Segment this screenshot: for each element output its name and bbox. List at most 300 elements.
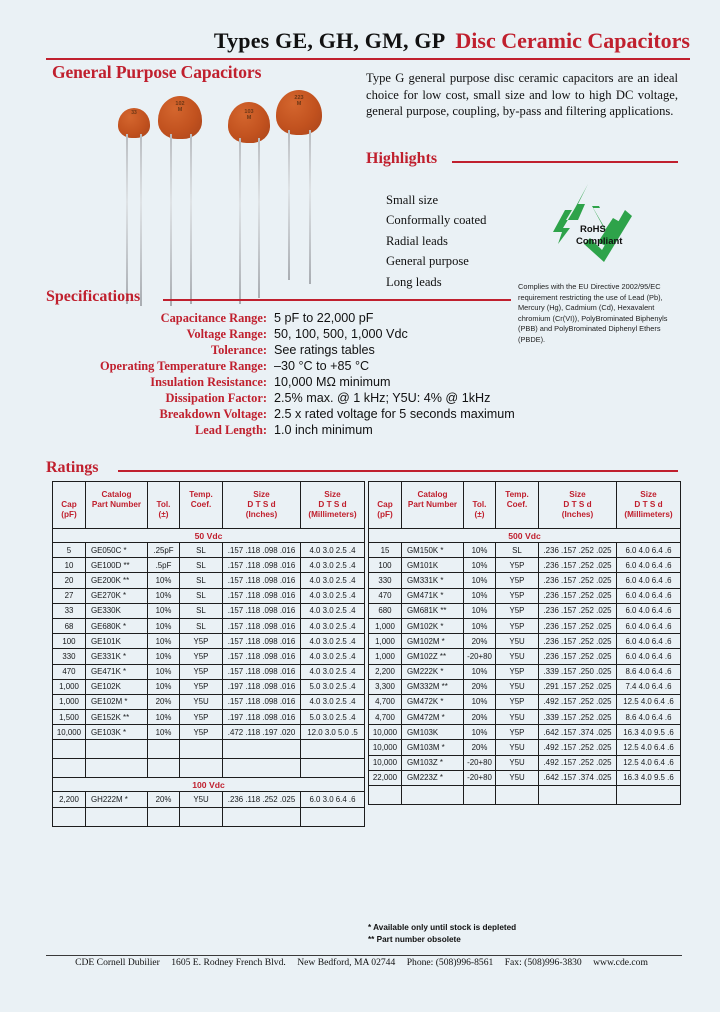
- table-spacer-row: [53, 740, 365, 759]
- cell-part-number: GM150K *: [402, 543, 464, 558]
- table-row: [369, 679, 681, 694]
- voltage-section-header: [369, 529, 681, 543]
- cell-size-mm: 4.0 3.0 2.5 .4: [301, 634, 365, 649]
- spec-value: 50, 100, 500, 1,000 Vdc: [274, 326, 408, 341]
- highlights-heading: Highlights: [366, 150, 438, 167]
- cell-part-number: GM103Z *: [402, 755, 464, 770]
- cell-cap: 330: [53, 649, 86, 664]
- footer-divider: [46, 955, 682, 956]
- cell-size-inches: .291 .157 .252 .025: [539, 679, 617, 694]
- table-row: [369, 770, 681, 785]
- cell-size-mm: 4.0 3.0 2.5 .4: [301, 664, 365, 679]
- cell-tolerance: .5pF: [148, 558, 180, 573]
- capacitor-lead: [258, 138, 260, 298]
- empty-cell: [148, 740, 180, 759]
- empty-cell: [53, 807, 86, 826]
- header-size-mm: Size D T S d (Millimeters): [301, 482, 365, 529]
- cell-temp-coef: Y5P: [496, 725, 539, 740]
- cell-temp-coef: SL: [180, 588, 223, 603]
- cell-size-inches: .492 .157 .252 .025: [539, 755, 617, 770]
- voltage-label: 100 Vdc: [53, 778, 365, 792]
- cell-cap: 10: [53, 558, 86, 573]
- cell-tolerance: 10%: [464, 603, 496, 618]
- table-row: [53, 649, 365, 664]
- cell-part-number: GE102K: [86, 679, 148, 694]
- cell-temp-coef: Y5U: [496, 770, 539, 785]
- cell-size-inches: .157 .118 .098 .016: [223, 664, 301, 679]
- cell-tolerance: 10%: [148, 603, 180, 618]
- cell-size-mm: 6.0 4.0 6.4 .6: [617, 558, 681, 573]
- spec-label: Breakdown Voltage:: [159, 406, 267, 421]
- empty-cell: [148, 759, 180, 778]
- table-row: [53, 543, 365, 558]
- footer-address: 1605 E. Rodney French Blvd.: [171, 957, 286, 968]
- capacitor-lead: [190, 134, 192, 304]
- cell-cap: 4,700: [369, 710, 402, 725]
- table-row: [369, 725, 681, 740]
- cell-temp-coef: Y5P: [496, 664, 539, 679]
- cell-part-number: GE270K *: [86, 588, 148, 603]
- cell-part-number: GE680K *: [86, 618, 148, 633]
- cell-size-mm: 6.0 4.0 6.4 .6: [617, 543, 681, 558]
- spec-row: [46, 422, 516, 438]
- spec-label: Lead Length:: [195, 422, 267, 437]
- voltage-label: 50 Vdc: [53, 529, 365, 543]
- table-row: [53, 558, 365, 573]
- table-header-row: [53, 482, 365, 529]
- cell-cap: 4,700: [369, 694, 402, 709]
- cell-temp-coef: Y5P: [496, 558, 539, 573]
- empty-cell: [223, 759, 301, 778]
- rohs-label-line2: Compliant: [576, 236, 623, 247]
- cell-cap: 68: [53, 618, 86, 633]
- cell-temp-coef: SL: [180, 603, 223, 618]
- cell-cap: 1,500: [53, 710, 86, 725]
- cell-tolerance: 10%: [148, 679, 180, 694]
- cell-temp-coef: SL: [496, 543, 539, 558]
- cell-tolerance: 10%: [148, 664, 180, 679]
- cell-temp-coef: Y5P: [180, 649, 223, 664]
- intro-paragraph: Type G general purpose disc ceramic capacitors are an ideal choice for low cost, small size and low to high DC voltage, general purpose, coupling, by-pass and filtering applications.: [366, 71, 678, 119]
- footnote: * Available only until stock is depleted: [368, 923, 517, 932]
- cell-temp-coef: SL: [180, 618, 223, 633]
- cell-size-mm: 8.6 4.0 6.4 .6: [617, 664, 681, 679]
- table-row: [53, 618, 365, 633]
- cell-temp-coef: Y5U: [496, 649, 539, 664]
- cell-size-inches: .339 .157 .252 .025: [539, 710, 617, 725]
- cell-tolerance: -20+80: [464, 649, 496, 664]
- cell-cap: 1,000: [369, 634, 402, 649]
- cell-part-number: GE330K: [86, 603, 148, 618]
- capacitor-lead: [170, 134, 172, 306]
- cell-cap: 100: [369, 558, 402, 573]
- highlights-list: [386, 190, 486, 292]
- page-footer: [46, 957, 686, 968]
- cell-tolerance: 10%: [148, 725, 180, 740]
- cell-temp-coef: Y5P: [496, 588, 539, 603]
- cell-temp-coef: Y5U: [496, 634, 539, 649]
- cell-size-inches: .236 .157 .252 .025: [539, 603, 617, 618]
- cell-size-mm: 5.0 3.0 2.5 .4: [301, 679, 365, 694]
- cell-size-inches: .492 .157 .252 .025: [539, 740, 617, 755]
- table-row: [53, 664, 365, 679]
- header-size-mm: Size D T S d (Millimeters): [617, 482, 681, 529]
- cell-tolerance: 10%: [148, 588, 180, 603]
- voltage-section-header: [53, 529, 365, 543]
- cell-size-mm: 16.3 4.0 9.5 .6: [617, 725, 681, 740]
- spec-label: Operating Temperature Range:: [99, 358, 267, 373]
- cell-size-mm: 6.0 4.0 6.4 .6: [617, 649, 681, 664]
- cell-size-inches: .236 .157 .252 .025: [539, 588, 617, 603]
- footer-company: CDE Cornell Dubilier: [75, 957, 160, 968]
- empty-cell: [301, 740, 365, 759]
- empty-cell: [148, 807, 180, 826]
- empty-cell: [369, 786, 402, 805]
- cell-part-number: GE100D **: [86, 558, 148, 573]
- list-item: Small size: [386, 193, 439, 207]
- cell-size-mm: 4.0 3.0 2.5 .4: [301, 588, 365, 603]
- cell-part-number: GM681K **: [402, 603, 464, 618]
- cell-tolerance: 20%: [464, 740, 496, 755]
- cell-cap: 33: [53, 603, 86, 618]
- cell-size-inches: .157 .118 .098 .016: [223, 573, 301, 588]
- cell-part-number: GE152K **: [86, 710, 148, 725]
- cell-size-inches: .236 .157 .252 .025: [539, 649, 617, 664]
- ratings-divider: [118, 470, 678, 472]
- cell-tolerance: 10%: [148, 649, 180, 664]
- cell-cap: 2,200: [53, 792, 86, 807]
- capacitor-lead: [309, 130, 311, 284]
- header-temp-coef: Temp. Coef.: [180, 482, 223, 529]
- spec-label: Dissipation Factor:: [165, 390, 267, 405]
- cell-temp-coef: Y5U: [180, 694, 223, 709]
- cell-size-inches: .197 .118 .098 .016: [223, 710, 301, 725]
- cell-tolerance: 20%: [464, 710, 496, 725]
- list-item: Radial leads: [386, 233, 448, 248]
- spec-row: [46, 390, 516, 406]
- product-photo: [118, 86, 323, 286]
- cell-tolerance: 10%: [464, 725, 496, 740]
- cell-temp-coef: Y5U: [496, 710, 539, 725]
- header-cap: Cap (pF): [369, 482, 402, 529]
- empty-cell: [180, 759, 223, 778]
- table-row: [369, 603, 681, 618]
- empty-cell: [53, 759, 86, 778]
- cell-tolerance: 10%: [464, 618, 496, 633]
- spec-row: [46, 358, 516, 374]
- table-spacer-row: [53, 807, 365, 826]
- capacitor-marking: 103 M: [244, 109, 254, 121]
- empty-cell: [301, 807, 365, 826]
- cell-tolerance: 10%: [464, 664, 496, 679]
- cell-size-mm: 12.5 4.0 6.4 .6: [617, 694, 681, 709]
- empty-cell: [86, 807, 148, 826]
- cell-tolerance: -20+80: [464, 755, 496, 770]
- cell-size-mm: 4.0 3.0 2.5 .4: [301, 649, 365, 664]
- voltage-section-header: [53, 778, 365, 792]
- cell-tolerance: 20%: [464, 679, 496, 694]
- cell-part-number: GM222K *: [402, 664, 464, 679]
- table-header-row: [369, 482, 681, 529]
- table-row: [369, 694, 681, 709]
- cell-part-number: GM331K *: [402, 573, 464, 588]
- cell-temp-coef: Y5P: [180, 725, 223, 740]
- rohs-compliance-text: Complies with the EU Directive 2002/95/EC requirement restricting the use of Lead (Pb), Mercury (Hg), Cadmium (Cd), Hexavalent chromium (Cr(VI)), PolyBrominated Biphenyls (PBB) and PolyBrominated Diphenyl Ethers (PBDE).: [518, 282, 668, 344]
- cell-part-number: GE471K *: [86, 664, 148, 679]
- cell-size-inches: .492 .157 .252 .025: [539, 694, 617, 709]
- cell-size-inches: .157 .118 .098 .016: [223, 588, 301, 603]
- cell-cap: 20: [53, 573, 86, 588]
- cell-cap: 10,000: [369, 755, 402, 770]
- cell-temp-coef: Y5P: [180, 664, 223, 679]
- cell-tolerance: 10%: [148, 573, 180, 588]
- cell-size-inches: .339 .157 .250 .025: [539, 664, 617, 679]
- footer-web: www.cde.com: [593, 957, 648, 968]
- empty-cell: [53, 740, 86, 759]
- cell-part-number: GM471K *: [402, 588, 464, 603]
- cell-cap: 100: [53, 634, 86, 649]
- capacitor-lead: [140, 134, 142, 306]
- cell-part-number: GH222M *: [86, 792, 148, 807]
- table-row: [53, 603, 365, 618]
- capacitor-marking: 33: [131, 110, 137, 116]
- cell-part-number: GE101K: [86, 634, 148, 649]
- cell-size-inches: .236 .118 .252 .025: [223, 792, 301, 807]
- cell-tolerance: 10%: [464, 558, 496, 573]
- cell-temp-coef: Y5P: [180, 679, 223, 694]
- table-row: [369, 649, 681, 664]
- capacitor-lead: [239, 138, 241, 304]
- cell-size-inches: .157 .118 .098 .016: [223, 603, 301, 618]
- table-row: [369, 755, 681, 770]
- cell-size-mm: 4.0 3.0 2.5 .4: [301, 573, 365, 588]
- cell-tolerance: 10%: [464, 588, 496, 603]
- cell-temp-coef: Y5U: [496, 740, 539, 755]
- cell-part-number: GM472M *: [402, 710, 464, 725]
- cell-temp-coef: Y5U: [496, 679, 539, 694]
- cell-size-inches: .472 .118 .197 .020: [223, 725, 301, 740]
- cell-tolerance: 10%: [148, 618, 180, 633]
- cell-size-mm: 7.4 4.0 6.4 .6: [617, 679, 681, 694]
- empty-cell: [180, 807, 223, 826]
- specifications-divider: [163, 299, 511, 301]
- cell-cap: 2,200: [369, 664, 402, 679]
- header-size-inches: Size D T S d (Inches): [539, 482, 617, 529]
- cell-part-number: GE200K **: [86, 573, 148, 588]
- cell-part-number: GM102Z **: [402, 649, 464, 664]
- empty-cell: [464, 786, 496, 805]
- cell-size-inches: .157 .118 .098 .016: [223, 649, 301, 664]
- table-footnotes: [368, 922, 516, 945]
- cell-temp-coef: Y5U: [180, 792, 223, 807]
- cell-cap: 22,000: [369, 770, 402, 785]
- spec-row: [46, 342, 516, 358]
- cell-cap: 10,000: [369, 740, 402, 755]
- cell-cap: 10,000: [369, 725, 402, 740]
- spec-label: Tolerance:: [211, 342, 267, 357]
- table-row: [53, 573, 365, 588]
- empty-cell: [496, 786, 539, 805]
- cell-size-mm: 4.0 3.0 2.5 .4: [301, 543, 365, 558]
- cell-part-number: GE102M *: [86, 694, 148, 709]
- cell-size-inches: .236 .157 .252 .025: [539, 543, 617, 558]
- page-title-product: Disc Ceramic Capacitors: [455, 28, 690, 53]
- spec-row: [46, 406, 516, 422]
- cell-part-number: GE050C *: [86, 543, 148, 558]
- table-row: [369, 588, 681, 603]
- empty-cell: [301, 759, 365, 778]
- cell-cap: 330: [369, 573, 402, 588]
- cell-part-number: GM101K: [402, 558, 464, 573]
- specifications-heading: Specifications: [46, 288, 141, 305]
- spec-value: 2.5 x rated voltage for 5 seconds maximum: [274, 406, 515, 421]
- empty-cell: [86, 740, 148, 759]
- empty-cell: [180, 740, 223, 759]
- cell-temp-coef: Y5P: [180, 710, 223, 725]
- table-row: [369, 740, 681, 755]
- cell-cap: 3,300: [369, 679, 402, 694]
- cell-size-inches: .157 .118 .098 .016: [223, 618, 301, 633]
- cell-size-inches: .157 .118 .098 .016: [223, 694, 301, 709]
- table-row: [53, 710, 365, 725]
- cell-cap: 1,000: [53, 679, 86, 694]
- header-tolerance: Tol. (±): [464, 482, 496, 529]
- table-row: [53, 588, 365, 603]
- page-title-types: Types GE, GH, GM, GP: [213, 28, 446, 53]
- cell-size-mm: 4.0 3.0 2.5 .4: [301, 603, 365, 618]
- cell-temp-coef: Y5P: [180, 634, 223, 649]
- cell-size-mm: 4.0 3.0 2.5 .4: [301, 618, 365, 633]
- cell-tolerance: 20%: [464, 634, 496, 649]
- cell-cap: 680: [369, 603, 402, 618]
- table-row: [53, 634, 365, 649]
- empty-cell: [539, 786, 617, 805]
- cell-temp-coef: Y5P: [496, 573, 539, 588]
- spec-row: [46, 374, 516, 390]
- list-item: General purpose: [386, 254, 469, 269]
- cell-cap: 27: [53, 588, 86, 603]
- spec-value: 5 pF to 22,000 pF: [274, 310, 374, 325]
- cell-cap: 15: [369, 543, 402, 558]
- footer-phone: Phone: (508)996-8561: [406, 957, 494, 968]
- table-row: [369, 558, 681, 573]
- table-row: [369, 664, 681, 679]
- spec-label: Capacitance Range:: [160, 310, 267, 325]
- empty-cell: [86, 759, 148, 778]
- spec-label: Insulation Resistance:: [150, 374, 267, 389]
- cell-size-inches: .157 .118 .098 .016: [223, 634, 301, 649]
- cell-cap: 5: [53, 543, 86, 558]
- cell-size-mm: 8.6 4.0 6.4 .6: [617, 710, 681, 725]
- header-cap: Cap (pF): [53, 482, 86, 529]
- cell-size-mm: 12.5 4.0 6.4 .6: [617, 755, 681, 770]
- cell-part-number: GM103K: [402, 725, 464, 740]
- cell-size-inches: .236 .157 .252 .025: [539, 573, 617, 588]
- cell-size-mm: 6.0 4.0 6.4 .6: [617, 634, 681, 649]
- cell-tolerance: 20%: [148, 792, 180, 807]
- cell-temp-coef: SL: [180, 573, 223, 588]
- cell-cap: 1,000: [53, 694, 86, 709]
- empty-cell: [617, 786, 681, 805]
- cell-size-mm: 5.0 3.0 2.5 .4: [301, 710, 365, 725]
- cell-size-mm: 6.0 4.0 6.4 .6: [617, 573, 681, 588]
- capacitor-lead: [126, 134, 128, 304]
- voltage-label: 500 Vdc: [369, 529, 681, 543]
- cell-cap: 1,000: [369, 618, 402, 633]
- spec-value: 1.0 inch minimum: [274, 422, 373, 437]
- cell-size-mm: 4.0 3.0 2.5 .4: [301, 558, 365, 573]
- cell-size-inches: .197 .118 .098 .016: [223, 679, 301, 694]
- cell-cap: 1,000: [369, 649, 402, 664]
- cell-size-mm: 6.0 4.0 6.4 .6: [617, 588, 681, 603]
- rohs-logo: [548, 182, 634, 266]
- cell-cap: 10,000: [53, 725, 86, 740]
- cell-tolerance: -20+80: [464, 770, 496, 785]
- cell-temp-coef: Y5P: [496, 603, 539, 618]
- cell-tolerance: 10%: [148, 634, 180, 649]
- table-row: [369, 543, 681, 558]
- cell-tolerance: 10%: [464, 694, 496, 709]
- cell-part-number: GM102K *: [402, 618, 464, 633]
- empty-cell: [223, 807, 301, 826]
- cell-size-mm: 16.3 4.0 9.5 .6: [617, 770, 681, 785]
- header-size-inches: Size D T S d (Inches): [223, 482, 301, 529]
- capacitor-marking: 223 M: [294, 95, 304, 107]
- page-title: [30, 28, 690, 54]
- table-row: [369, 634, 681, 649]
- cell-temp-coef: SL: [180, 558, 223, 573]
- spec-value: 2.5% max. @ 1 kHz; Y5U: 4% @ 1kHz: [274, 390, 491, 405]
- cell-size-mm: 12.5 4.0 6.4 .6: [617, 740, 681, 755]
- table-row: [53, 694, 365, 709]
- cell-size-inches: .157 .118 .098 .016: [223, 558, 301, 573]
- table-row: [369, 618, 681, 633]
- table-row: [369, 573, 681, 588]
- cell-tolerance: 10%: [148, 710, 180, 725]
- footnote: ** Part number obsolete: [368, 934, 461, 944]
- header-catalog: Catalog Part Number: [86, 482, 148, 529]
- capacitor-marking: 102 M: [175, 101, 185, 113]
- cell-part-number: GM472K *: [402, 694, 464, 709]
- cell-temp-coef: Y5U: [496, 755, 539, 770]
- header-tolerance: Tol. (±): [148, 482, 180, 529]
- spec-row: [46, 326, 516, 342]
- title-divider: [46, 58, 690, 60]
- cell-size-mm: 6.0 4.0 6.4 .6: [617, 618, 681, 633]
- table-spacer-row: [369, 786, 681, 805]
- cell-tolerance: 10%: [464, 573, 496, 588]
- spec-value: 10,000 MΩ minimum: [274, 374, 391, 389]
- cell-temp-coef: Y5P: [496, 618, 539, 633]
- list-item: Long leads: [386, 274, 442, 289]
- cell-tolerance: 10%: [464, 543, 496, 558]
- list-item: Conformally coated: [386, 213, 487, 228]
- cell-size-mm: 12.0 3.0 5.0 .5: [301, 725, 365, 740]
- cell-temp-coef: Y5P: [496, 694, 539, 709]
- cell-size-inches: .157 .118 .098 .016: [223, 543, 301, 558]
- cell-part-number: GM223Z *: [402, 770, 464, 785]
- header-temp-coef: Temp. Coef.: [496, 482, 539, 529]
- rohs-label-line1: RoHS: [580, 224, 606, 235]
- table-row: [53, 679, 365, 694]
- capacitor-lead: [288, 130, 290, 280]
- cell-cap: 470: [369, 588, 402, 603]
- highlights-divider: [452, 161, 678, 163]
- cell-part-number: GE103K *: [86, 725, 148, 740]
- cell-part-number: GM103M *: [402, 740, 464, 755]
- table-row: [369, 710, 681, 725]
- cell-size-mm: 6.0 3.0 6.4 .6: [301, 792, 365, 807]
